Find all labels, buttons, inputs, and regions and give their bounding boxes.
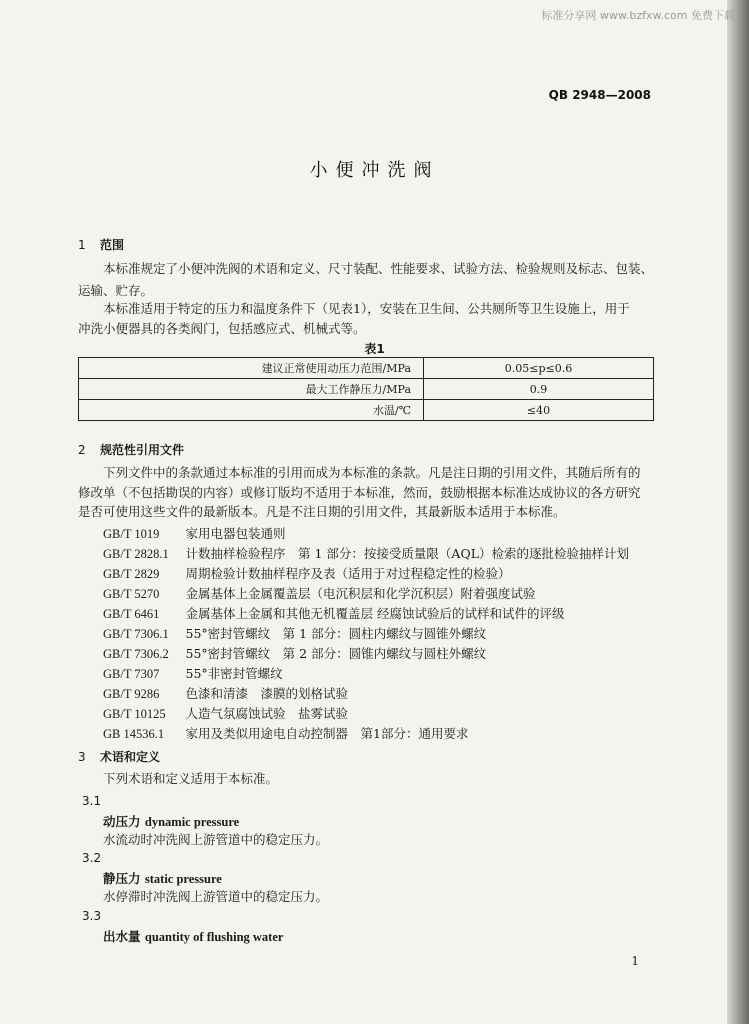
reference-item — [103, 644, 486, 662]
table-cell-label: 建议正常使用动压力范围/MPa — [79, 358, 424, 379]
section-number: 3 — [78, 750, 86, 764]
reference-code: GB/T 1019 — [103, 527, 160, 541]
scan-edge — [727, 0, 749, 1024]
scope-paragraph-2-line-1: 本标准适用于特定的压力和温度条件下（见表1），安装在卫生间、公共厕所等卫生设施上，用于 — [103, 301, 630, 316]
reference-item — [103, 724, 468, 742]
term-en: quantity of flushing water — [144, 930, 284, 944]
reference-item — [103, 584, 536, 602]
reference-code: GB 14536.1 — [103, 727, 165, 741]
reference-code: GB/T 7307 — [103, 667, 160, 681]
terms-intro: 下列术语和定义适用于本标准。 — [103, 771, 279, 786]
table-cell-value: 0.9 — [424, 379, 654, 400]
table-cell-value: ≤40 — [424, 400, 654, 421]
scope-paragraph-1-line-2: 运输、贮存。 — [78, 283, 154, 298]
section-heading-normative — [78, 441, 184, 458]
section-title: 范围 — [100, 238, 125, 252]
term-number: 3.1 — [82, 794, 102, 808]
section-title: 规范性引用文件 — [100, 443, 185, 457]
reference-title: 55°密封管螺纹 第 2 部分：圆锥内螺纹与圆柱外螺纹 — [185, 646, 487, 661]
standard-code: QB 2948—2008 — [548, 88, 651, 102]
reference-code: GB/T 2828.1 — [103, 547, 169, 561]
reference-title: 55°密封管螺纹 第 1 部分：圆柱内螺纹与圆锥外螺纹 — [185, 626, 487, 641]
reference-code: GB/T 2829 — [103, 567, 160, 581]
reference-title: 计数抽样检验程序 第 1 部分：按接受质量限（AQL）检索的逐批检验抽样计划 — [185, 546, 629, 561]
page-number: 1 — [631, 954, 639, 968]
reference-code: GB/T 7306.1 — [103, 627, 169, 641]
reference-code: GB/T 6461 — [103, 607, 160, 621]
table-row — [79, 400, 654, 421]
term-zh: 动压力 — [103, 814, 141, 829]
section-title: 术语和定义 — [100, 750, 161, 764]
table-row — [79, 358, 654, 379]
reference-title: 家用及类似用途电自动控制器 第1部分：通用要求 — [185, 726, 469, 741]
normative-paragraph-line-3: 是否可使用这些文件的最新版本。凡是不注日期的引用文件，其最新版本适用于本标准。 — [78, 504, 566, 519]
term-en: dynamic pressure — [144, 815, 240, 829]
normative-paragraph-line-2: 修改单（不包括勘误的内容）或修订版均不适用于本标准，然而，鼓励根据本标准达成协议的各方研究 — [78, 485, 641, 500]
reference-item — [103, 544, 629, 562]
term-name — [103, 869, 222, 887]
reference-title: 色漆和清漆 漆膜的划格试验 — [185, 686, 349, 701]
reference-code: GB/T 5270 — [103, 587, 160, 601]
table-cell-value: 0.05≤p≤0.6 — [424, 358, 654, 379]
term-number: 3.2 — [82, 851, 102, 865]
watermark: 标准分享网 www.bzfxw.com 免费下载 — [541, 9, 735, 22]
table-cell-label: 最大工作静压力/MPa — [79, 379, 424, 400]
reference-code: GB/T 7306.2 — [103, 647, 169, 661]
reference-title: 金属基体上金属覆盖层（电沉积层和化学沉积层）附着强度试验 — [185, 586, 536, 601]
scope-paragraph-1-line-1: 本标准规定了小便冲洗阀的术语和定义、尺寸装配、性能要求、试验方法、检验规则及标志、包装、 — [103, 261, 654, 276]
reference-item — [103, 604, 565, 622]
reference-title: 金属基体上金属和其他无机覆盖层 经腐蚀试验后的试样和试件的评级 — [185, 606, 565, 621]
term-number: 3.3 — [82, 909, 102, 923]
normative-paragraph-line-1: 下列文件中的条款通过本标准的引用而成为本标准的条款。凡是注日期的引用文件，其随后所有的 — [103, 465, 641, 480]
term-en: static pressure — [144, 872, 222, 886]
term-zh: 出水量 — [103, 929, 141, 944]
term-definition: 水停滞时冲洗阀上游管道中的稳定压力。 — [103, 889, 329, 904]
reference-item — [103, 624, 486, 642]
term-name — [103, 812, 239, 830]
section-heading-terms — [78, 748, 160, 765]
spec-table — [78, 357, 654, 421]
table-title: 表1 — [364, 342, 385, 356]
term-definition: 水流动时冲洗阀上游管道中的稳定压力。 — [103, 832, 329, 847]
reference-item — [103, 704, 348, 722]
reference-item — [103, 564, 511, 582]
term-zh: 静压力 — [103, 871, 141, 886]
term-name — [103, 927, 283, 945]
section-number: 2 — [78, 443, 86, 457]
section-number: 1 — [78, 238, 86, 252]
reference-title: 周期检验计数抽样程序及表（适用于对过程稳定性的检验） — [185, 566, 511, 581]
reference-item — [103, 524, 286, 542]
reference-title: 55°非密封管螺纹 — [185, 666, 283, 681]
table-row — [79, 379, 654, 400]
table-cell-label: 水温/℃ — [79, 400, 424, 421]
document-title: 小便冲洗阀 — [309, 160, 440, 181]
reference-item — [103, 684, 348, 702]
section-heading-scope — [78, 236, 124, 253]
reference-code: GB/T 9286 — [103, 687, 160, 701]
reference-code: GB/T 10125 — [103, 707, 166, 721]
reference-title: 人造气氛腐蚀试验 盐雾试验 — [185, 706, 349, 721]
scope-paragraph-2-line-2: 冲洗小便器具的各类阀门，包括感应式、机械式等。 — [78, 321, 366, 336]
reference-title: 家用电器包装通则 — [185, 526, 286, 541]
reference-item — [103, 664, 283, 682]
